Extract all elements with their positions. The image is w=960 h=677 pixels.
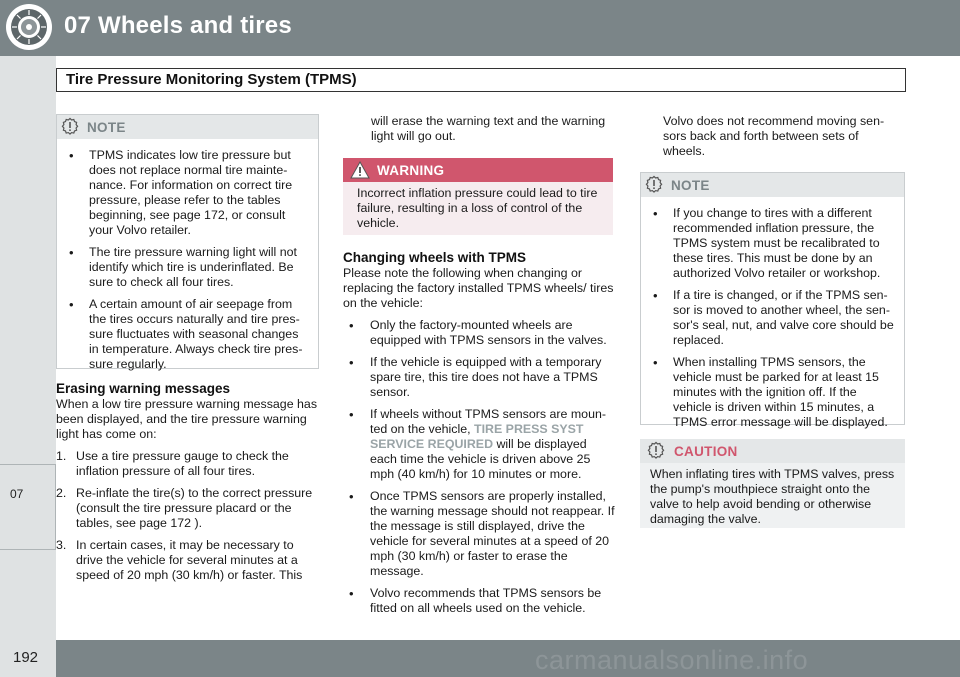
step-item: 2. Re-inflate the tire(s) to the correct pressure (consult the tire pressure placard or the tables, see page 172 ). <box>56 486 313 530</box>
list-item: • TPMS indicates low tire pressure but does not replace normal tire mainte-nance. For information on correct tire pressure, please refer to the tables beginning, see page 172, or consult your Volvo retailer. <box>57 148 308 238</box>
display-message: TIRE PRESS SYST SERVICE REQUIRED <box>370 422 584 451</box>
note-header <box>57 115 318 139</box>
note-header <box>641 173 904 197</box>
caution-text: When inflating tires with TPMS valves, press the pump's mouthpiece straight onto the valve to help avoid bending or otherwise damaging the valve. <box>650 467 895 526</box>
chapter-title: 07 Wheels and tires <box>64 12 292 39</box>
caution-header <box>640 439 905 463</box>
list-item: • The tire pressure warning light will not identify which tire is underinflated. Be sure to check all four tires. <box>57 245 308 290</box>
warning-triangle-icon <box>350 161 370 179</box>
continuation-text-col3: Volvo does not recommend moving sen-sors back and forth between sets of wheels. <box>663 114 885 158</box>
list-item: • Only the factory-mounted wheels are equipped with TPMS sensors in the valves. <box>337 318 615 348</box>
list-item: • Once TPMS sensors are properly installed, the warning message should not reappear. If the message is still displayed, drive the vehicle for several minutes at a speed of 20 mph (30 km/h) or faster to erase the message. <box>337 489 615 579</box>
warning-text: Incorrect inflation pressure could lead to tire failure, resulting in a loss of control of the vehicle. <box>357 186 598 230</box>
erasing-intro: When a low tire pressure warning message has been displayed, and the tire pressure warning light has come on: <box>56 397 318 441</box>
tire-icon <box>6 4 52 50</box>
chapter-tab[interactable] <box>0 464 56 550</box>
changing-heading: Changing wheels with TPMS <box>343 250 527 265</box>
note-label: NOTE <box>87 120 126 135</box>
page-number: 192 <box>13 649 39 666</box>
continuation-text-col2: will erase the warning text and the warning light will go out. <box>371 114 606 143</box>
list-item: • When installing TPMS sensors, the vehicle must be parked for at least 15 minutes with the ignition off. If the vehicle is driven within 15 minutes, a TPMS error message will be displayed. <box>641 355 896 430</box>
changing-intro: Please note the following when changing or replacing the factory installed TPMS wheels/ tires on the vehicle: <box>343 266 614 310</box>
list-item: • If you change to tires with a different recommended inflation pressure, the TPMS system must be recalibrated to these tires. This must be done by an authorized Volvo retailer or workshop. <box>641 206 896 281</box>
list-item: • A certain amount of air seepage from the tires occurs naturally and tire pres-sure fluctuates with seasonal changes in temperature. Always check tire pres-sure regularly. <box>57 297 308 372</box>
erasing-heading: Erasing warning messages <box>56 381 231 396</box>
warning-box <box>343 158 613 235</box>
note-box-col1 <box>56 114 319 369</box>
caution-box <box>640 439 905 528</box>
footer-bar <box>0 640 960 677</box>
warning-header <box>343 158 613 182</box>
info-icon <box>60 117 80 137</box>
warning-label: WARNING <box>377 163 445 178</box>
list-item: • If the vehicle is equipped with a temporary spare tire, this tire does not have a TPMS sensor. <box>337 355 615 400</box>
step-item: 3. In certain cases, it may be necessary to drive the vehicle for several minutes at a speed of 20 mph (30 km/h) or faster. This <box>56 538 303 582</box>
step-item: 1. Use a tire pressure gauge to check the inflation pressure of all four tires. <box>56 449 289 478</box>
list-item: • If wheels without TPMS sensors are moun-ted on the vehicle, TIRE PRESS SYST SERVICE REQUIRED will be displayed each time the vehicle is driven above 25 mph (40 km/h) for 10 minutes or more. <box>337 407 615 482</box>
list-item: • Volvo recommends that TPMS sensors be fitted on all wheels used on the vehicle. <box>337 586 615 616</box>
chapter-side-strip <box>0 56 56 640</box>
chapter-tab-label: 07 <box>10 487 24 501</box>
info-icon <box>644 175 664 195</box>
watermark: carmanualsonline.info <box>535 645 809 675</box>
list-item: • If a tire is changed, or if the TPMS sen-sor is moved to another wheel, the sen-sor's seal, nut, and valve core should be replaced. <box>641 288 896 348</box>
changing-section <box>343 250 615 623</box>
section-title: Tire Pressure Monitoring System (TPMS) <box>66 71 357 88</box>
info-icon <box>646 441 666 461</box>
erasing-section <box>56 381 322 590</box>
caution-label: CAUTION <box>674 444 738 459</box>
note-box-col3 <box>640 172 905 429</box>
note-label: NOTE <box>671 178 710 193</box>
